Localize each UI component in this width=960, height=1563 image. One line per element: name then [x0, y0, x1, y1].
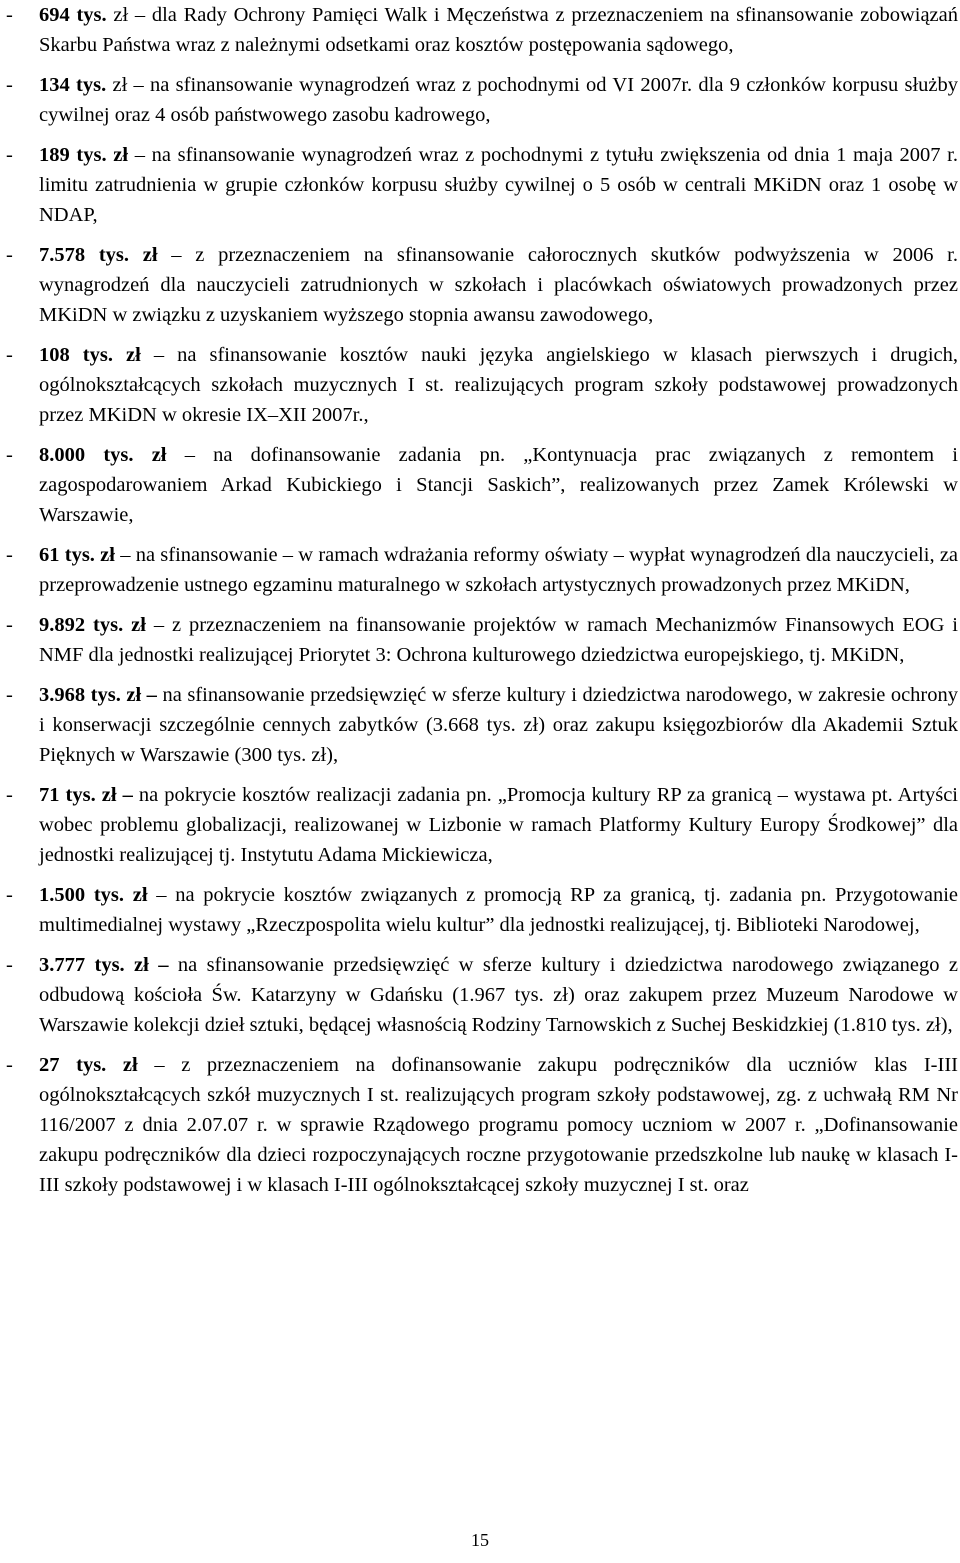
- item-amount: 134 tys.: [39, 74, 107, 96]
- list-item-text: [39, 140, 958, 230]
- appropriation-list: [6, 0, 958, 1210]
- item-description: – na sfinansowanie kosztów nauki języka angielskiego w klasach pierwszych i drugich, ogólnokształcących szkołach muzycznych I st. realizujących program szkoły podstawowej prowadzonych przez MKiDN w okresie IX–XII 2007r.,: [39, 344, 958, 426]
- list-item: [6, 880, 958, 940]
- list-bullet: -: [6, 4, 13, 26]
- list-item: [6, 610, 958, 670]
- item-amount: 9.892 tys. zł: [39, 614, 146, 636]
- item-description: – z przeznaczeniem na finansowanie projektów w ramach Mechanizmów Finansowych EOG i NMF dla jednostki realizującej Priorytet 3: Ochrona kulturowego dziedzictwa europejskiego, tj. MKiDN,: [39, 614, 958, 666]
- item-amount: 61 tys. zł: [39, 544, 115, 566]
- item-amount: 71 tys. zł –: [39, 784, 133, 806]
- list-item: [6, 140, 958, 230]
- item-amount: 1.500 tys. zł: [39, 884, 148, 906]
- list-item: [6, 950, 958, 1040]
- list-item-text: [39, 540, 958, 600]
- list-item: [6, 70, 958, 130]
- list-item: [6, 680, 958, 770]
- list-bullet: -: [6, 74, 13, 96]
- item-amount: 3.968 tys. zł –: [39, 684, 157, 706]
- item-amount: 27 tys. zł: [39, 1054, 138, 1076]
- item-amount: 8.000 tys. zł: [39, 444, 167, 466]
- list-item: [6, 1050, 958, 1200]
- list-bullet: -: [6, 954, 13, 976]
- item-description: – na pokrycie kosztów związanych z promocją RP za granicą, tj. zadania pn. Przygotowanie multimedialnej wystawy „Rzeczpospolita wielu kultur” dla jednostki realizującej, tj. Biblioteki Narodowej,: [39, 884, 959, 936]
- item-description: na sfinansowanie przedsięwzięć w sferze kultury i dziedzictwa narodowego, w zakresie ochrony i konserwacji szczególnie cennych zabytków (3.668 tys. zł) oraz zakupu księgozbiorów dla Akademii Sztuk Pięknych w Warszawie (300 tys. zł),: [39, 684, 959, 766]
- list-item-text: [39, 0, 958, 60]
- list-bullet: -: [6, 884, 13, 906]
- item-amount: 3.777 tys. zł –: [39, 954, 169, 976]
- item-description: – na dofinansowanie zadania pn. „Kontynuacja prac związanych z remontem i zagospodarowaniem Arkad Kubickiego i Stancji Saskich”, realizowanych przez Zamek Królewski w Warszawie,: [39, 444, 958, 526]
- list-item: [6, 340, 958, 430]
- list-item: [6, 240, 958, 330]
- item-description: – z przeznaczeniem na dofinansowanie zakupu podręczników dla uczniów klas I-III ogólnokształcących szkół muzycznych I st. realizujących program szkoły podstawowej, zg. z uchwałą RM Nr 116/2007 z dnia 2.07.07 r. w sprawie Rządowego programu pomocy uczniom w 2007 r. „Dofinansowanie zakupu podręczników dla dzieci rozpoczynających roczne przygotowanie przedszkolne lub naukę w klasach I-III szkoły podstawowej i w klasach I-III ogólnokształcącej szkoły muzycznej I st. oraz: [39, 1054, 958, 1196]
- list-item: [6, 0, 958, 60]
- item-description: – na sfinansowanie – w ramach wdrażania reformy oświaty – wypłat wynagrodzeń dla nauczycieli, za przeprowadzenie ustnego egzaminu maturalnego w szkołach artystycznych prowadzonych przez MKiDN,: [39, 544, 959, 596]
- list-bullet: -: [6, 684, 13, 706]
- list-item-text: [39, 1050, 958, 1200]
- list-item: [6, 780, 958, 870]
- list-bullet: -: [6, 614, 13, 636]
- list-bullet: -: [6, 344, 13, 366]
- item-description: na sfinansowanie przedsięwzięć w sferze kultury i dziedzictwa narodowego związanego z odbudową kościoła Św. Katarzyny w Gdańsku (1.967 tys. zł) oraz zakupem przez Muzeum Narodowe w Warszawie kolekcji dzieł sztuki, będącej własnością Rodziny Tarnowskich z Suchej Beskidzkiej (1.810 tys. zł),: [39, 954, 958, 1036]
- list-item: [6, 440, 958, 530]
- list-item-text: [39, 880, 958, 940]
- list-bullet: -: [6, 1054, 13, 1076]
- list-item-text: [39, 340, 958, 430]
- list-item: [6, 540, 958, 600]
- list-bullet: -: [6, 784, 13, 806]
- list-item-text: [39, 240, 958, 330]
- item-description: – na sfinansowanie wynagrodzeń wraz z pochodnymi z tytułu zwiększenia od dnia 1 maja 2007 r. limitu zatrudnienia w grupie członków korpusu służby cywilnej o 5 osób w centrali MKiDN oraz 1 osobę w NDAP,: [39, 144, 958, 226]
- list-bullet: -: [6, 444, 13, 466]
- page-number: 15: [471, 1530, 489, 1550]
- list-item-text: [39, 610, 958, 670]
- list-item-text: [39, 950, 958, 1040]
- item-description: zł – na sfinansowanie wynagrodzeń wraz z pochodnymi od VI 2007r. dla 9 członków korpusu służby cywilnej oraz 4 osób państwowego zasobu kadrowego,: [39, 74, 959, 126]
- list-bullet: -: [6, 544, 13, 566]
- item-amount: 189 tys. zł: [39, 144, 129, 166]
- list-item-text: [39, 440, 958, 530]
- list-item-text: [39, 680, 958, 770]
- item-description: – z przeznaczeniem na sfinansowanie całorocznych skutków podwyższenia w 2006 r. wynagrodzeń dla nauczycieli zatrudnionych w szkołach i placówkach oświatowych prowadzonych przez MKiDN w związku z uzyskaniem wyższego stopnia awansu zawodowego,: [39, 244, 958, 326]
- item-amount: 694 tys.: [39, 4, 107, 26]
- list-bullet: -: [6, 244, 13, 266]
- list-item-text: [39, 780, 958, 870]
- item-amount: 108 tys. zł: [39, 344, 141, 366]
- list-item-text: [39, 70, 958, 130]
- item-description: na pokrycie kosztów realizacji zadania pn. „Promocja kultury RP za granicą – wystawa pt. Artyści wobec problemu globalizacji, realizowanej w Lizbonie w ramach Platformy Kultury Europy Środkowej” dla jednostki realizującej tj. Instytutu Adama Mickiewicza,: [39, 784, 958, 866]
- item-description: zł – dla Rady Ochrony Pamięci Walk i Męczeństwa z przeznaczeniem na sfinansowanie zobowiązań Skarbu Państwa wraz z należnymi odsetkami oraz kosztów postępowania sądowego,: [39, 4, 958, 56]
- item-amount: 7.578 tys. zł: [39, 244, 158, 266]
- list-bullet: -: [6, 144, 13, 166]
